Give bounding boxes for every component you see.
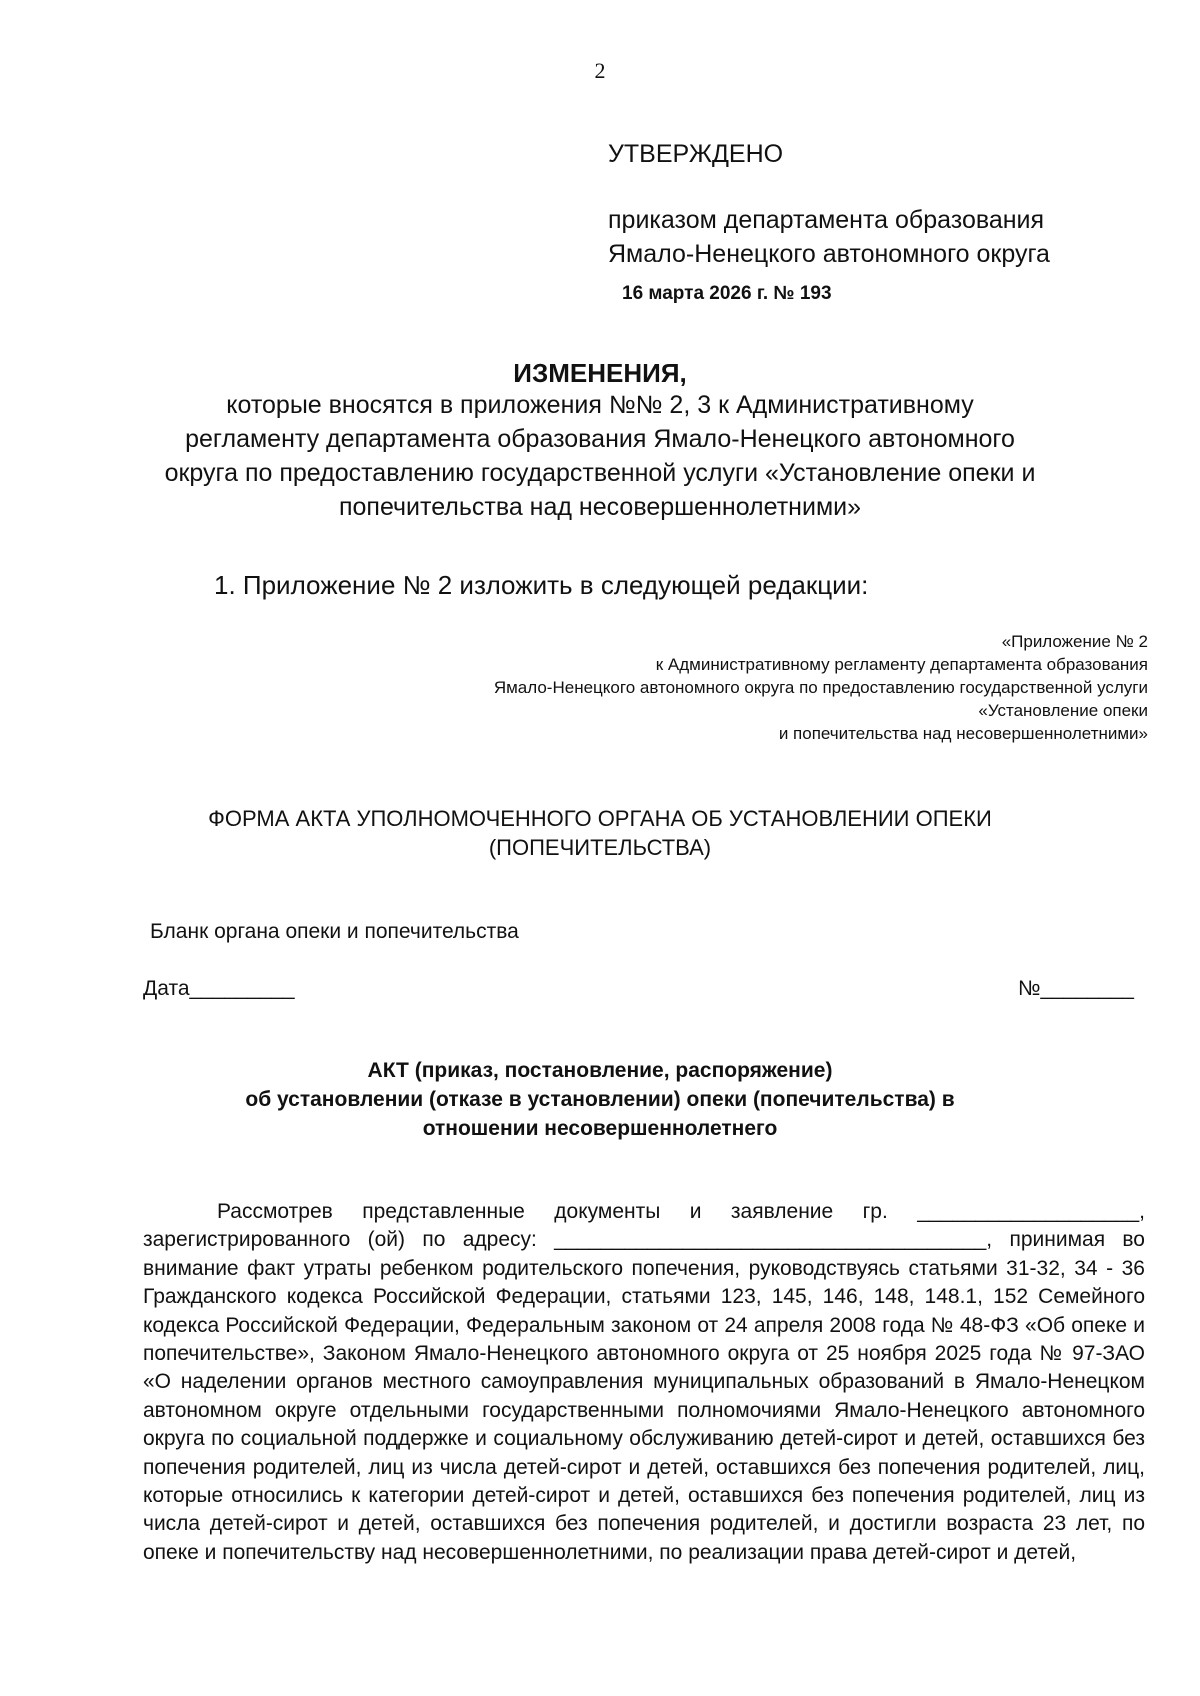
appendix-reference (494, 630, 1148, 745)
blank-label: Бланк органа опеки и попечительства (150, 920, 519, 943)
date-field: Дата_________ (143, 977, 295, 1000)
changes-subtitle-line: округа по предоставлению государственной услуги «Установление опеки и (164, 459, 1036, 487)
changes-subtitle (0, 388, 1200, 524)
page-number: 2 (594, 58, 606, 83)
form-title (0, 804, 1200, 862)
item-1: 1. Приложение № 2 изложить в следующей редакции: (214, 570, 869, 600)
order-line-1: приказом департамента образования (608, 206, 1045, 234)
number-field: №________ (1018, 977, 1134, 1000)
act-body (143, 1198, 1145, 1567)
changes-subtitle-line: регламенту департамента образования Ямало-Ненецкого автономного (185, 425, 1015, 453)
changes-subtitle-line: попечительства над несовершеннолетними» (338, 493, 861, 521)
approved-stamp: УТВЕРЖДЕНО (608, 140, 784, 168)
act-title-line: отношении несовершеннолетнего (422, 1117, 778, 1140)
order-date: 16 марта 2026 г. № 193 (622, 283, 832, 304)
act-body-paragraph: Рассмотрев представленные документы и заявление гр. ___________________, зарегистрированного (ой) по адресу: _____________________________________, принимая во внимание факт утраты ребенком родительского попечения, руководствуясь статьями 31-32, 34 - 36 Гражданского кодекса Российской Федерации, статьями 123, 145, 146, 148, 148.1, 152 Семейного кодекса Российской Федерации, Федеральным законом от 24 апреля 2008 года № 48-ФЗ «Об опеке и попечительстве», Законом Ямало-Ненецкого автономного округа от 25 ноября 2025 года № 97-ЗАО «О наделении органов местного самоуправления муниципальных образований в Ямало-Ненецком автономном округе отдельными государственными полномочиями Ямало-Ненецкого автономного округа по социальной поддержке и социальному обслуживанию детей-сирот и детей, оставшихся без попечения родителей, лиц из числа детей-сирот и детей, оставшихся без попечения родителей, лиц, которые относились к категории детей-сирот и детей, оставшихся без попечения родителей, лиц из числа детей-сирот и детей, оставшихся без попечения родителей, и достигли возраста 23 лет, по опеке и попечительству над несовершеннолетними, по реализации права детей-сирот и детей, (143, 1200, 1145, 1564)
appendix-line: «Установление опеки (978, 701, 1148, 720)
changes-title: ИЗМЕНЕНИЯ, (513, 358, 687, 388)
changes-subtitle-line: которые вносятся в приложения №№ 2, 3 к Административному (226, 391, 974, 419)
form-title-line-1: ФОРМА АКТА УПОЛНОМОЧЕННОГО ОРГАНА ОБ УСТАНОВЛЕНИИ ОПЕКИ (208, 806, 992, 831)
appendix-line: и попечительства над несовершеннолетними» (778, 724, 1148, 743)
form-title-line-2: (ПОПЕЧИТЕЛЬСТВА) (488, 835, 712, 860)
appendix-line: к Административному регламенту департамента образования (655, 655, 1148, 674)
order-line-2: Ямало-Ненецкого автономного округа (608, 240, 1050, 268)
act-title-line: АКТ (приказ, постановление, распоряжение) (367, 1059, 833, 1082)
appendix-line: «Приложение № 2 (1001, 632, 1148, 651)
act-title-line: об установлении (отказе в установлении) опеки (попечительства) в (245, 1088, 955, 1111)
appendix-line: Ямало-Ненецкого автономного округа по предоставлению государственной услуги (493, 678, 1148, 697)
act-title (0, 1056, 1200, 1143)
